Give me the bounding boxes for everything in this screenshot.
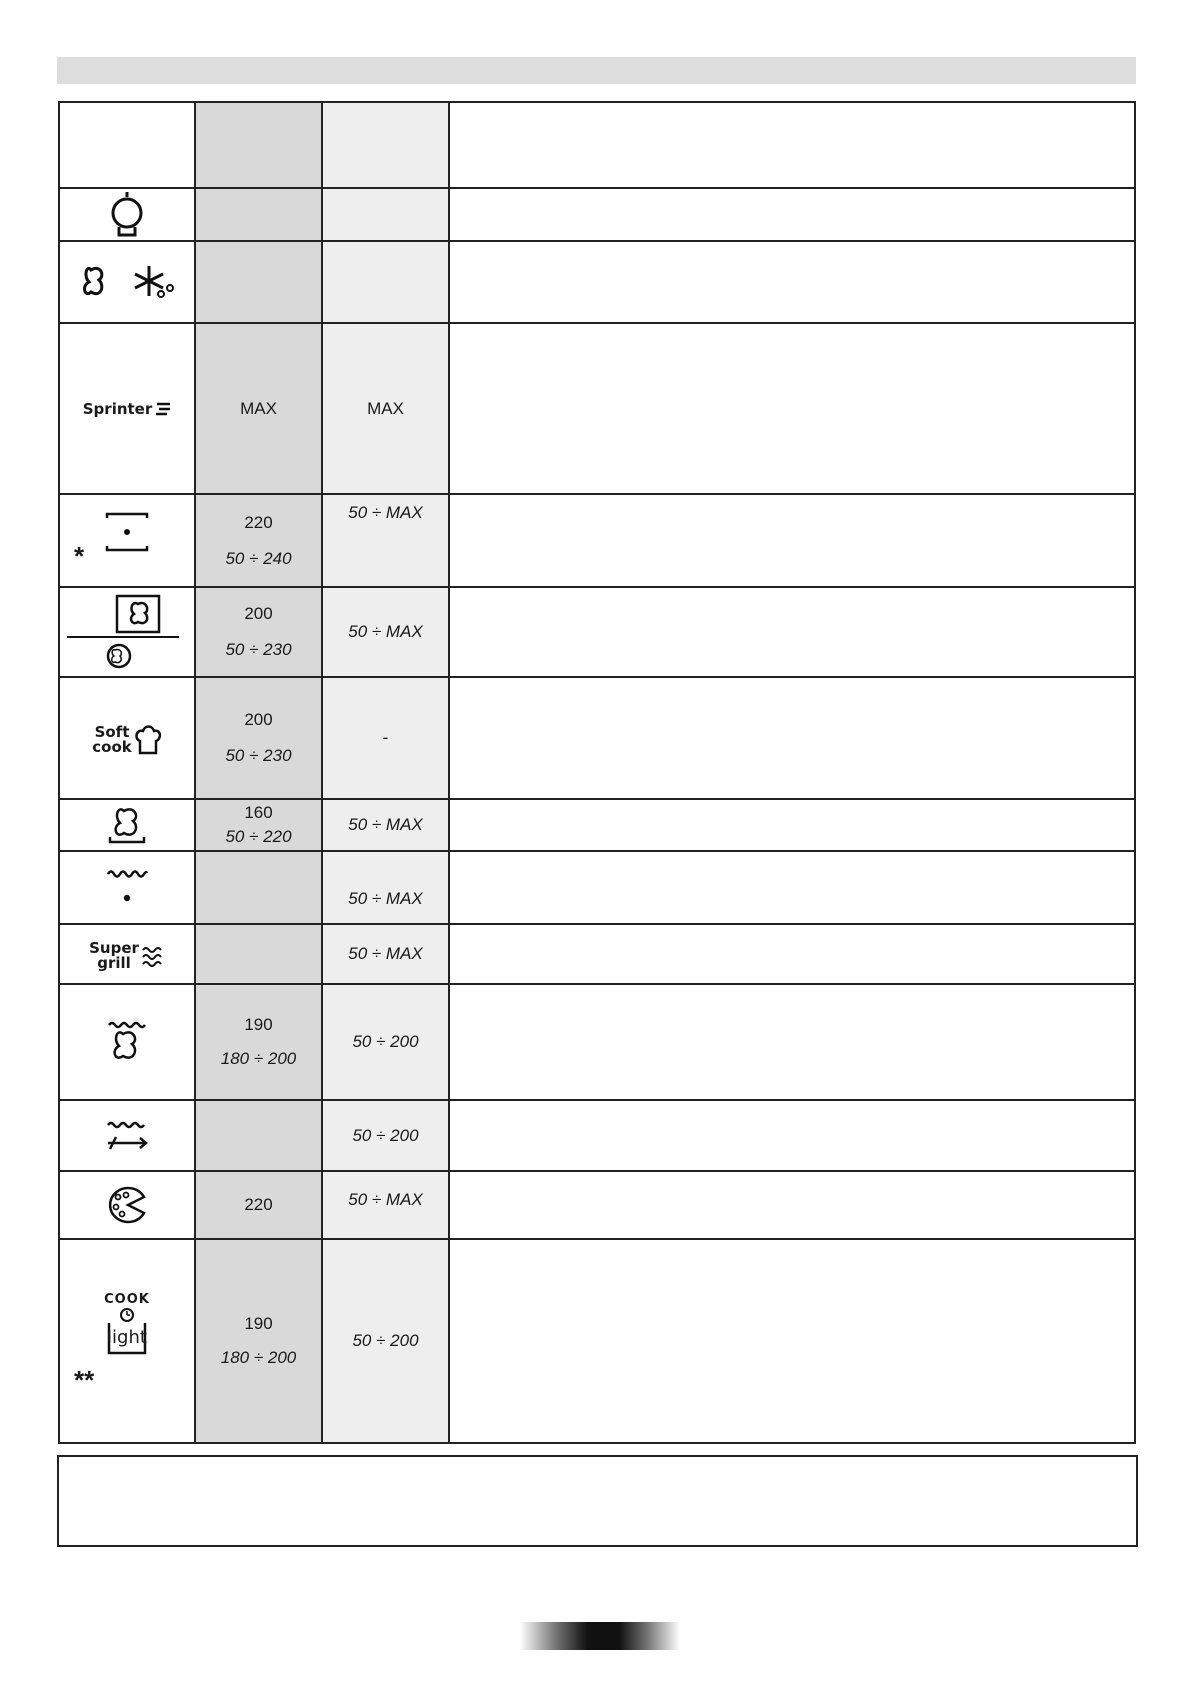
- symbol-cell: [59, 241, 195, 323]
- temp-default-cell: [195, 102, 322, 188]
- description-cell: [449, 587, 1135, 677]
- symbol-cell: [59, 587, 195, 677]
- asterisk-note: *: [74, 541, 85, 571]
- softcook-icon: [92, 722, 161, 756]
- temp-default-cell: [195, 851, 322, 924]
- temp-default-cell: [195, 1171, 322, 1239]
- table-row: [59, 494, 1135, 587]
- symbol-cell: [59, 102, 195, 188]
- header-bar: [57, 57, 1136, 84]
- temp-default: 160: [244, 803, 273, 822]
- symbol-cell: [59, 799, 195, 851]
- symbol-cell: [59, 924, 195, 984]
- table-row: [59, 924, 1135, 984]
- temp-range-cell: [322, 1171, 449, 1239]
- temp-default: 220: [244, 1195, 273, 1214]
- temp-range-cell: [322, 102, 449, 188]
- temp-default-cell: [195, 188, 322, 241]
- page-number-bar: [520, 1622, 680, 1650]
- grill-icon: [105, 868, 149, 908]
- pizza-icon: [104, 1185, 150, 1225]
- temp-default: 220: [244, 512, 273, 532]
- temp-range-cell: [322, 851, 449, 924]
- temp-range: MAX: [367, 398, 404, 418]
- table-row: [59, 677, 1135, 799]
- softcook-label-top: Soft: [94, 722, 130, 741]
- cook-light-icon: [60, 1292, 194, 1355]
- description-cell: [449, 1171, 1135, 1239]
- table-row: [59, 851, 1135, 924]
- temp-range-cell: [322, 924, 449, 984]
- temp-range-cell: [322, 587, 449, 677]
- temp-default-cell: [195, 924, 322, 984]
- temp-default-range: 50 ÷ 220: [225, 827, 292, 846]
- temp-range: 50 ÷ 200: [352, 1331, 419, 1350]
- symbol-cell: [59, 677, 195, 799]
- temp-default-cell: [195, 323, 322, 494]
- temp-range-cell: [322, 984, 449, 1100]
- temp-default-cell: [195, 799, 322, 851]
- temp-range-cell: [322, 323, 449, 494]
- temp-default: MAX: [240, 398, 277, 418]
- temp-default-cell: [195, 241, 322, 323]
- symbol-cell: [59, 984, 195, 1100]
- double-asterisk-note: **: [74, 1365, 95, 1395]
- temp-range-cell: [322, 677, 449, 799]
- programs-table: [58, 101, 1136, 1444]
- table-row: [59, 587, 1135, 677]
- temp-range-cell: [322, 188, 449, 241]
- symbol-cell: [59, 851, 195, 924]
- temp-default-cell: [195, 587, 322, 677]
- temp-default-cell: [195, 1239, 322, 1443]
- fan-defrost-icon: [77, 262, 177, 302]
- temp-range: 50 ÷ MAX: [348, 815, 423, 834]
- symbol-cell: [59, 1171, 195, 1239]
- symbol-cell: [59, 494, 195, 587]
- sprinter-icon: [83, 400, 172, 418]
- temp-default-cell: [195, 1100, 322, 1171]
- table-row: [59, 1239, 1135, 1443]
- grill-spit-icon: [104, 1119, 150, 1153]
- cook-light-label-bottom: light: [107, 1326, 147, 1348]
- temp-default-range: 180 ÷ 200: [220, 1049, 297, 1068]
- table-row: [59, 984, 1135, 1100]
- symbol-cell: [59, 1100, 195, 1171]
- temp-range-cell: [322, 494, 449, 587]
- temp-range-cell: [322, 799, 449, 851]
- lamp-icon: [107, 191, 147, 239]
- temp-default-cell: [195, 494, 322, 587]
- supergrill-label-bottom: grill: [97, 953, 131, 972]
- temp-default: 200: [244, 604, 273, 623]
- cook-light-label-top: COOK: [104, 1291, 150, 1307]
- symbol-cell: [59, 1239, 195, 1443]
- fan-grill-icon: [105, 1020, 149, 1064]
- temp-range: -: [382, 728, 389, 747]
- description-cell: [449, 799, 1135, 851]
- temp-default-range: 50 ÷ 230: [225, 746, 292, 765]
- supergrill-label-top: Super: [89, 938, 139, 957]
- temp-range: 50 ÷ MAX: [348, 1190, 423, 1209]
- table-row: [59, 188, 1135, 241]
- temp-default-range: 180 ÷ 200: [220, 1348, 297, 1367]
- table-row: [59, 1100, 1135, 1171]
- description-cell: [449, 677, 1135, 799]
- temp-default-cell: [195, 677, 322, 799]
- description-cell: [449, 1100, 1135, 1171]
- temp-range: 50 ÷ 200: [352, 1125, 419, 1145]
- table-row: [59, 1171, 1135, 1239]
- temp-range-cell: [322, 1239, 449, 1443]
- temp-range: 50 ÷ MAX: [348, 944, 423, 963]
- description-cell: [449, 1239, 1135, 1443]
- temp-range-cell: [322, 1100, 449, 1171]
- temp-default-range: 50 ÷ 240: [225, 548, 292, 568]
- supergrill-icon: [89, 938, 165, 972]
- temp-default-range: 50 ÷ 230: [225, 640, 292, 659]
- description-cell: [449, 188, 1135, 241]
- footer-note-box: [57, 1455, 1138, 1547]
- description-cell: [449, 241, 1135, 323]
- fan-bottom-icon: [107, 805, 147, 845]
- temp-range-cell: [322, 241, 449, 323]
- temp-range: 50 ÷ MAX: [348, 622, 423, 641]
- description-cell: [449, 323, 1135, 494]
- temp-range: 50 ÷ MAX: [348, 503, 423, 522]
- temp-default: 190: [244, 1015, 273, 1034]
- softcook-label-bottom: cook: [92, 737, 132, 756]
- temp-default-cell: [195, 984, 322, 1100]
- symbol-cell: [59, 323, 195, 494]
- temp-range: 50 ÷ 200: [352, 1032, 419, 1051]
- fan-ring-icon: [67, 592, 187, 672]
- table-row: [59, 799, 1135, 851]
- temp-default: 190: [244, 1314, 273, 1333]
- description-cell: [449, 851, 1135, 924]
- table-row: [59, 241, 1135, 323]
- description-cell: [449, 984, 1135, 1100]
- temp-default: 200: [244, 710, 273, 729]
- table-row: [59, 102, 1135, 188]
- sprinter-label: Sprinter: [82, 399, 153, 418]
- description-cell: [449, 102, 1135, 188]
- symbol-cell: [59, 188, 195, 241]
- description-cell: [449, 494, 1135, 587]
- description-cell: [449, 924, 1135, 984]
- top-bottom-heat-icon: [104, 510, 150, 554]
- temp-range: 50 ÷ MAX: [348, 889, 423, 908]
- table-row: [59, 323, 1135, 494]
